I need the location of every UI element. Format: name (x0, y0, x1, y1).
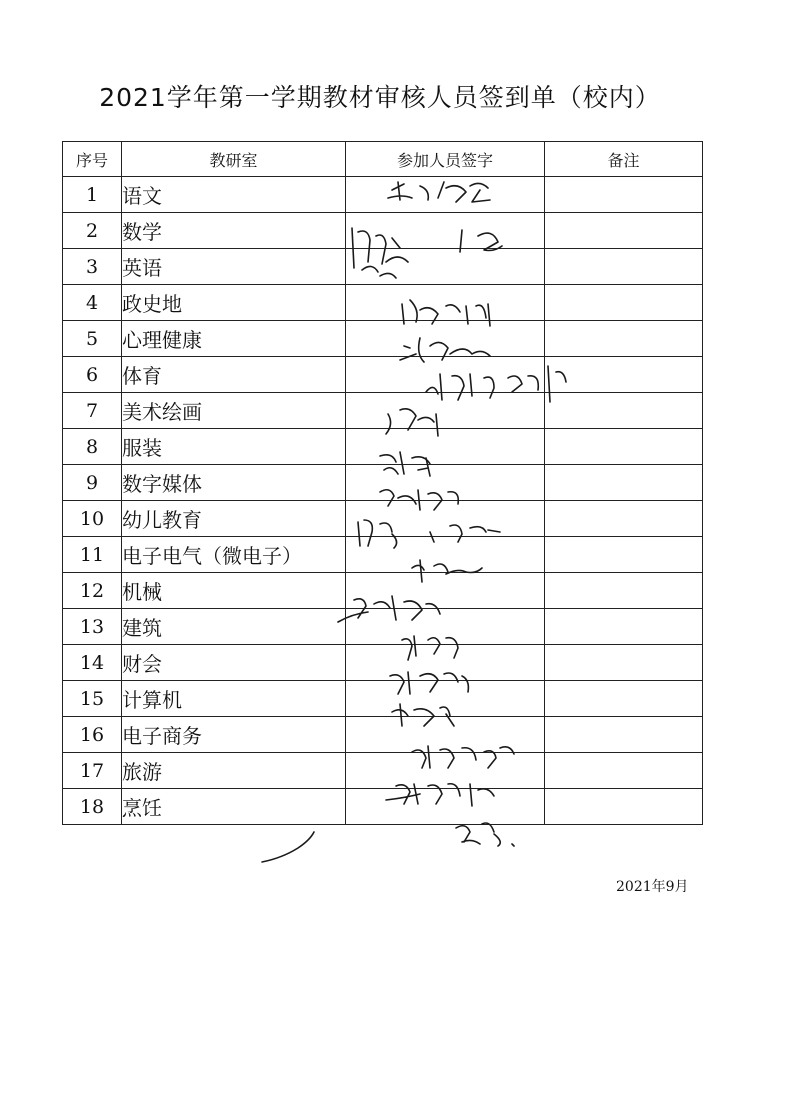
row-department: 财会 (122, 645, 346, 681)
header-number: 序号 (63, 142, 122, 177)
row-department: 心理健康 (122, 321, 346, 357)
row-remarks-cell (545, 753, 703, 789)
row-remarks-cell (545, 429, 703, 465)
row-department: 英语 (122, 249, 346, 285)
row-signature-cell (346, 213, 545, 249)
row-number: 18 (63, 789, 122, 825)
row-signature-cell (346, 249, 545, 285)
row-remarks-cell (545, 537, 703, 573)
table-row (63, 213, 703, 249)
header-remarks: 备注 (545, 142, 703, 177)
row-remarks-cell (545, 393, 703, 429)
row-signature-cell (346, 789, 545, 825)
row-remarks-cell (545, 177, 703, 213)
row-department: 建筑 (122, 609, 346, 645)
table-row (63, 537, 703, 573)
table-row (63, 573, 703, 609)
row-remarks-cell (545, 789, 703, 825)
row-signature-cell (346, 753, 545, 789)
row-department: 数学 (122, 213, 346, 249)
row-department: 服装 (122, 429, 346, 465)
row-department: 美术绘画 (122, 393, 346, 429)
row-department: 计算机 (122, 681, 346, 717)
header-signature: 参加人员签字 (346, 142, 545, 177)
row-remarks-cell (545, 321, 703, 357)
row-department: 旅游 (122, 753, 346, 789)
row-remarks-cell (545, 681, 703, 717)
row-number: 15 (63, 681, 122, 717)
row-signature-cell (346, 357, 545, 393)
row-department: 体育 (122, 357, 346, 393)
row-department: 电子电气（微电子） (122, 537, 346, 573)
row-remarks-cell (545, 573, 703, 609)
row-number: 5 (63, 321, 122, 357)
row-signature-cell (346, 321, 545, 357)
row-signature-cell (346, 609, 545, 645)
row-number: 14 (63, 645, 122, 681)
row-department: 语文 (122, 177, 346, 213)
row-number: 8 (63, 429, 122, 465)
row-remarks-cell (545, 717, 703, 753)
row-signature-cell (346, 501, 545, 537)
row-number: 12 (63, 573, 122, 609)
row-signature-cell (346, 429, 545, 465)
row-department: 数字媒体 (122, 465, 346, 501)
signing-date: 2021年9月 (616, 879, 689, 895)
signature-row-18 (456, 823, 514, 846)
row-remarks-cell (545, 465, 703, 501)
row-signature-cell (346, 465, 545, 501)
row-number: 1 (63, 177, 122, 213)
header-department: 教研室 (122, 142, 346, 177)
row-remarks-cell (545, 213, 703, 249)
row-number: 4 (63, 285, 122, 321)
row-department: 烹饪 (122, 789, 346, 825)
row-number: 11 (63, 537, 122, 573)
row-signature-cell (346, 573, 545, 609)
row-number: 7 (63, 393, 122, 429)
table-row (63, 357, 703, 393)
sign-in-table (62, 141, 703, 825)
table-row (63, 465, 703, 501)
table-row (63, 789, 703, 825)
table-row (63, 249, 703, 285)
table-row (63, 609, 703, 645)
table-row (63, 753, 703, 789)
table-row (63, 429, 703, 465)
row-remarks-cell (545, 609, 703, 645)
row-number: 10 (63, 501, 122, 537)
row-number: 6 (63, 357, 122, 393)
row-number: 9 (63, 465, 122, 501)
table-row (63, 321, 703, 357)
row-number: 3 (63, 249, 122, 285)
page-title: 2021学年第一学期教材审核人员签到单（校内） (99, 83, 661, 112)
row-signature-cell (346, 177, 545, 213)
table-row (63, 645, 703, 681)
row-department: 机械 (122, 573, 346, 609)
row-remarks-cell (545, 357, 703, 393)
row-number: 2 (63, 213, 122, 249)
row-signature-cell (346, 285, 545, 321)
row-signature-cell (346, 681, 545, 717)
table-row (63, 681, 703, 717)
table-row (63, 717, 703, 753)
row-signature-cell (346, 645, 545, 681)
row-remarks-cell (545, 285, 703, 321)
row-number: 13 (63, 609, 122, 645)
table-row (63, 501, 703, 537)
row-signature-cell (346, 393, 545, 429)
stray-pen-mark (262, 832, 314, 862)
row-department: 幼儿教育 (122, 501, 346, 537)
row-remarks-cell (545, 501, 703, 537)
table-row (63, 285, 703, 321)
table-header-row (63, 142, 703, 177)
table-row (63, 177, 703, 213)
row-signature-cell (346, 717, 545, 753)
row-remarks-cell (545, 249, 703, 285)
row-number: 16 (63, 717, 122, 753)
row-remarks-cell (545, 645, 703, 681)
row-department: 电子商务 (122, 717, 346, 753)
row-department: 政史地 (122, 285, 346, 321)
row-signature-cell (346, 537, 545, 573)
table-row (63, 393, 703, 429)
row-number: 17 (63, 753, 122, 789)
